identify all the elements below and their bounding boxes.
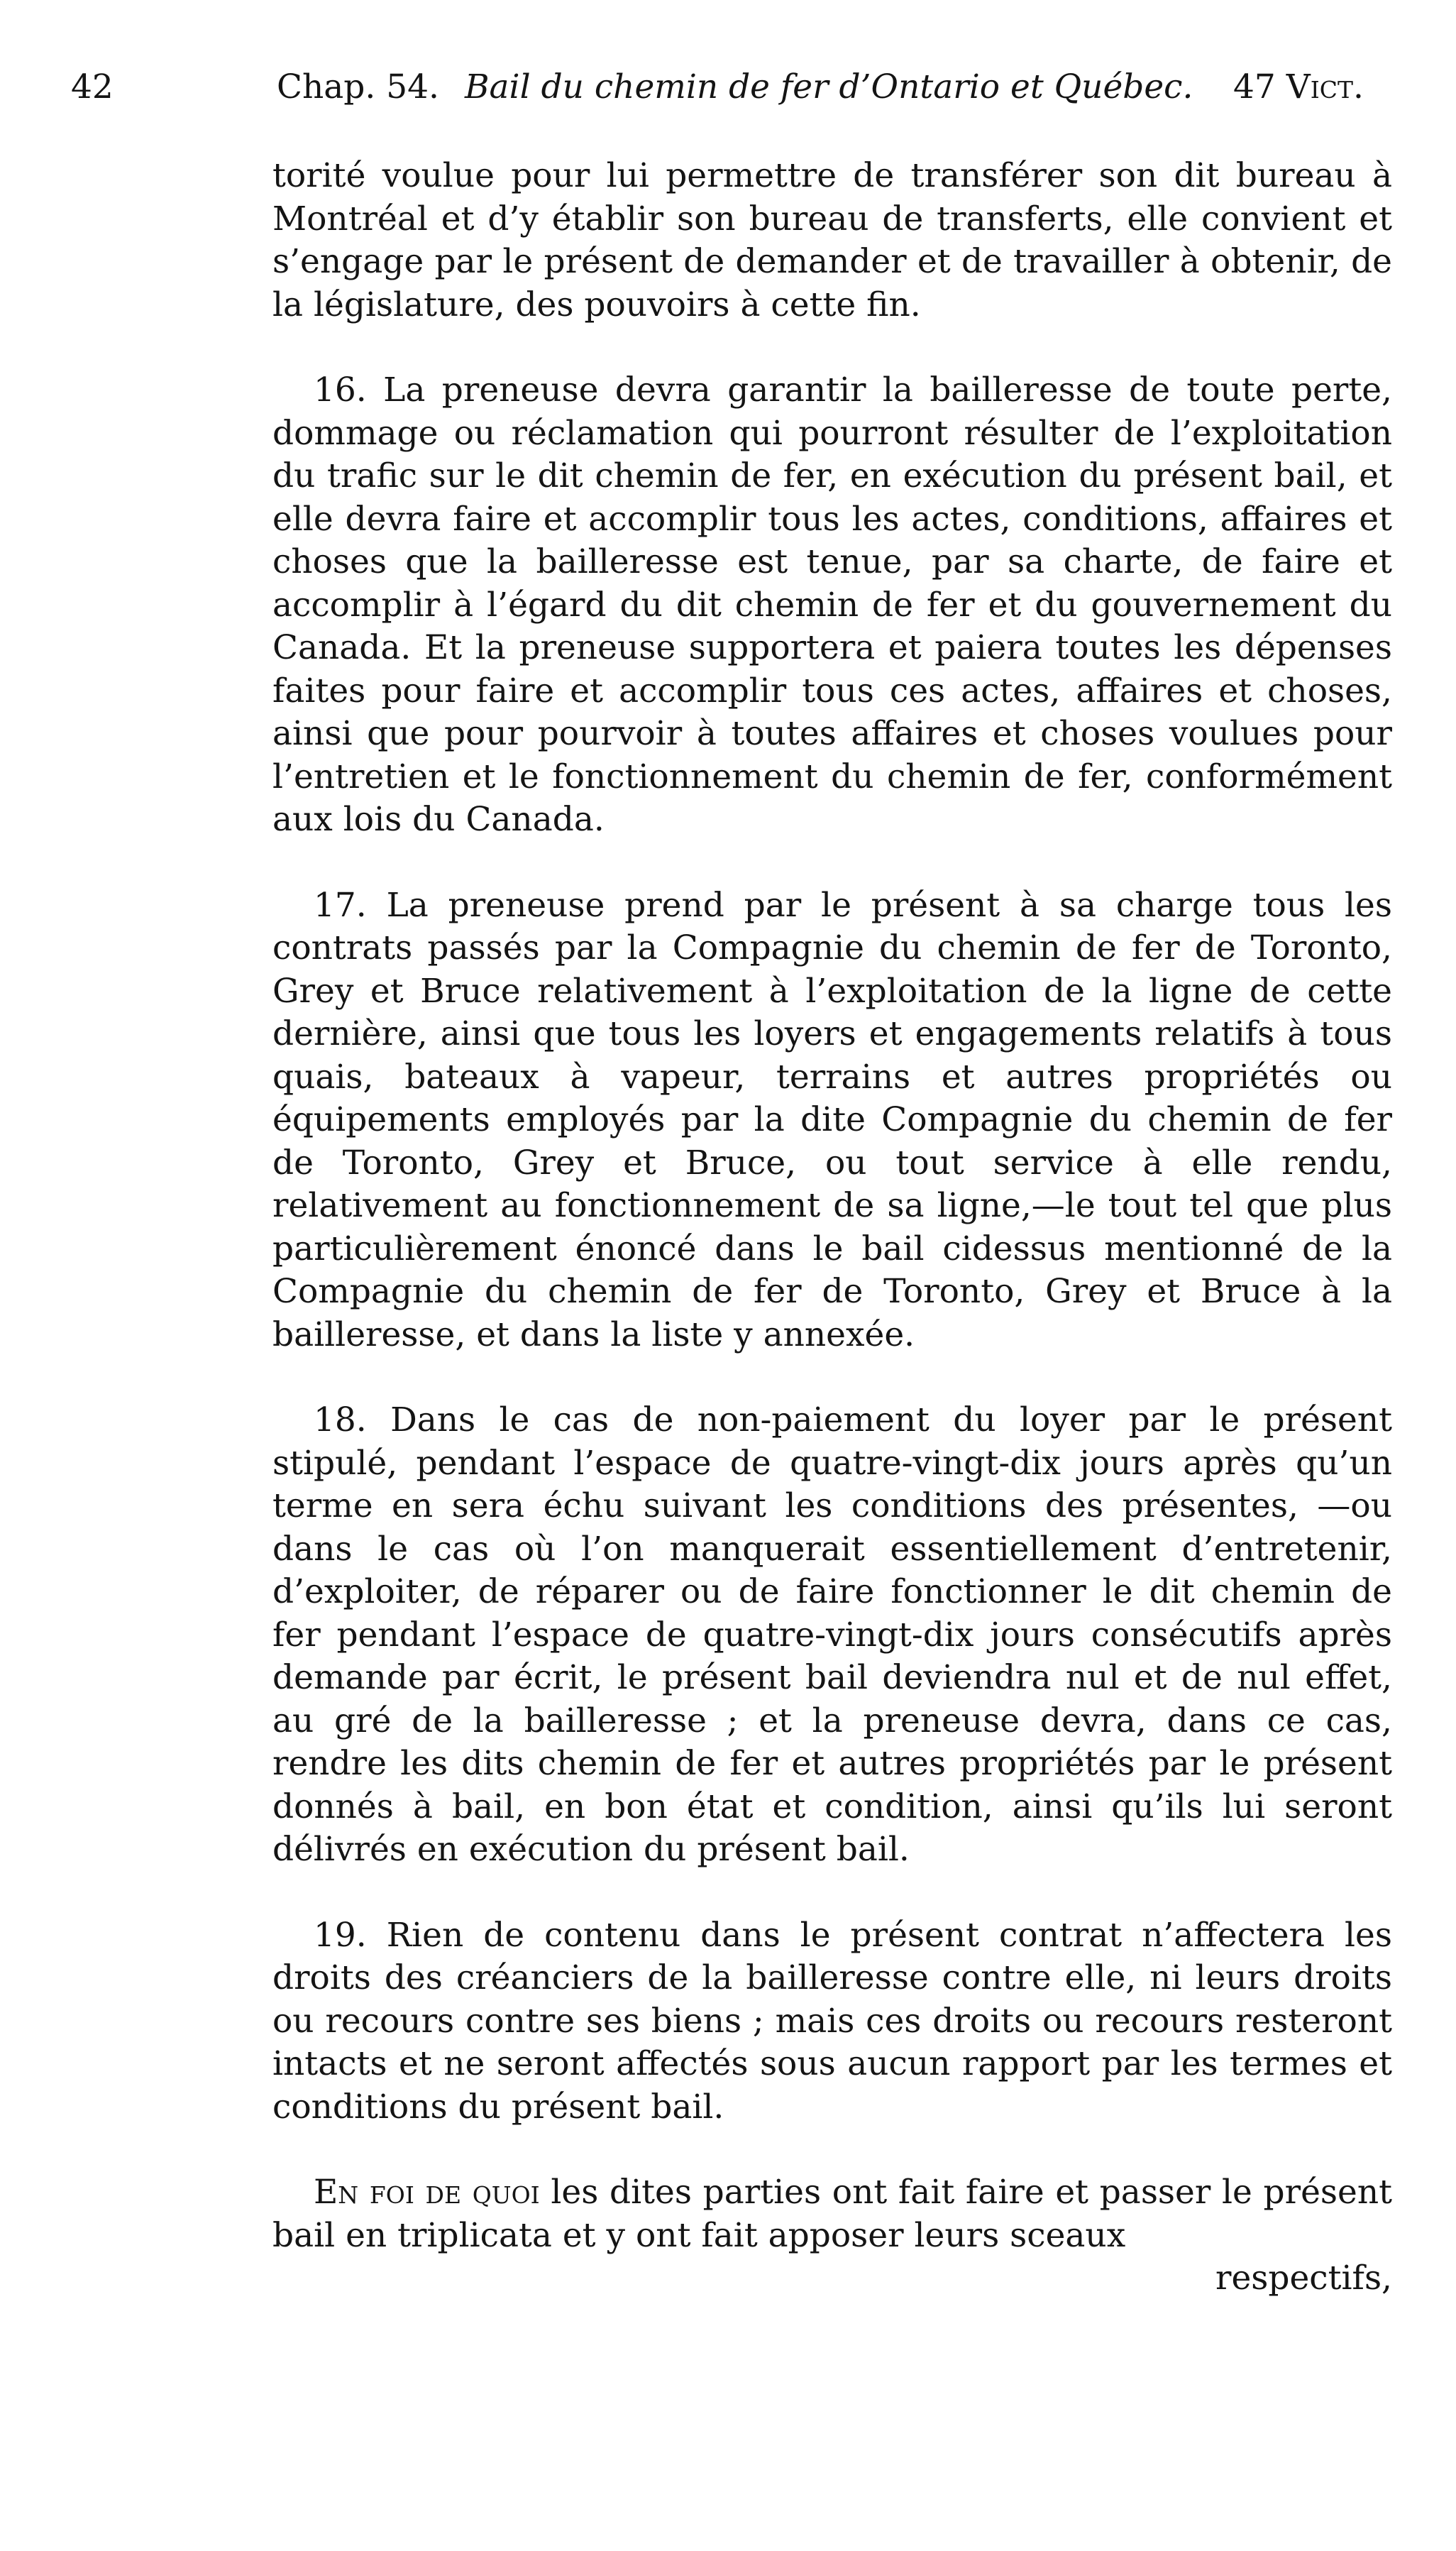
section-17: 17. La preneuse prend par le présent à sa charge tous les contrats passés par la Compagnie du chemin de fer de Toronto, Grey et Bruce relativement à l’exploitation de la ligne de cette dernière, ainsi que tous les loyers et engagements relatifs à tous quais, bateaux à vapeur, terrains et autres propriétés ou équipements employés par la dite Compagnie du chemin de fer de Toronto, Grey et Bruce, ou tout service à elle rendu, relativement au fonctionnement de sa ligne,—le tout tel que plus particulièrement énoncé dans le bail cidessus mentionné de la Compagnie du chemin de fer de Toronto, Grey et Bruce à la bailleresse, et dans la liste y annexée. bbox=[272, 885, 1392, 1354]
section-18: 18. Dans le cas de non-paiement du loyer par le présent stipulé, pendant l’espace de quatre-vingt-dix jours après qu’un terme en sera échu suivant les conditions des présentes, —ou dans le cas où l’on manquerait essentiellement d’entretenir, d’exploiter, de réparer ou de faire fonctionner le dit chemin de fer pendant l’espace de quatre-vingt-dix jours consécutifs après demande par écrit, le présent bail deviendra nul et de nul effet, au gré de la bailleresse ; et la preneuse devra, dans ce cas, rendre les dits chemin de fer et autres propriétés par le présent donnés à bail, en bon état et condition, ainsi qu’ils lui seront délivrés en exécution du présent bail. bbox=[272, 1400, 1392, 1869]
act-short-title: Bail du chemin de fer d’Ontario et Québec. bbox=[465, 67, 1193, 106]
testimonium-last-line: respectifs, bbox=[1215, 2259, 1392, 2298]
body-text bbox=[272, 155, 1392, 2343]
running-head bbox=[0, 67, 1456, 131]
section-19: 19. Rien de contenu dans le présent contrat n’affectera les droits des créanciers de la bailleresse contre elle, ni leurs droits ou recours contre ses biens ; mais ces droits ou recours resteront intacts et ne seront affectés sous aucun rapport par les termes et conditions du présent bail. bbox=[272, 1915, 1392, 2127]
chapter-label: Chap. 54. bbox=[277, 67, 439, 106]
paragraph-continued: torité voulue pour lui permettre de transférer son dit bureau à Montréal et d’y établir son bureau de transferts, elle convient et s’engage par le présent de demander et de travailler à obtenir, de la législature, des pouvoirs à cette fin. bbox=[272, 156, 1392, 324]
regnal-year: 47 Vict. bbox=[1233, 67, 1364, 106]
testimonium-lead-in: En foi de quoi bbox=[314, 2173, 540, 2212]
section-16: 16. La preneuse devra garantir la bailleresse de toute perte, dommage ou réclamation qui pourront résulter de l’exploitation du trafic sur le dit chemin de fer, en exécution du présent bail, et elle devra faire et accomplir tous les actes, conditions, affaires et choses que la bailleresse est tenue, par sa charte, de faire et accomplir à l’égard du dit chemin de fer et du gouvernement du Canada. Et la preneuse supportera et paiera toutes les dépenses faites pour faire et accomplir tous ces actes, affaires et choses, ainsi que pour pourvoir à toutes affaires et choses voulues pour l’entretien et le fonctionnement du chemin de fer, conformément aux lois du Canada. bbox=[272, 371, 1392, 839]
testimonium-text: les dites parties ont fait faire et passer le présent bail en triplicata et y ont fait apposer leurs sceaux bbox=[272, 2173, 1392, 2255]
page-number: 42 bbox=[71, 67, 114, 106]
testimonium-clause bbox=[272, 2171, 1392, 2257]
